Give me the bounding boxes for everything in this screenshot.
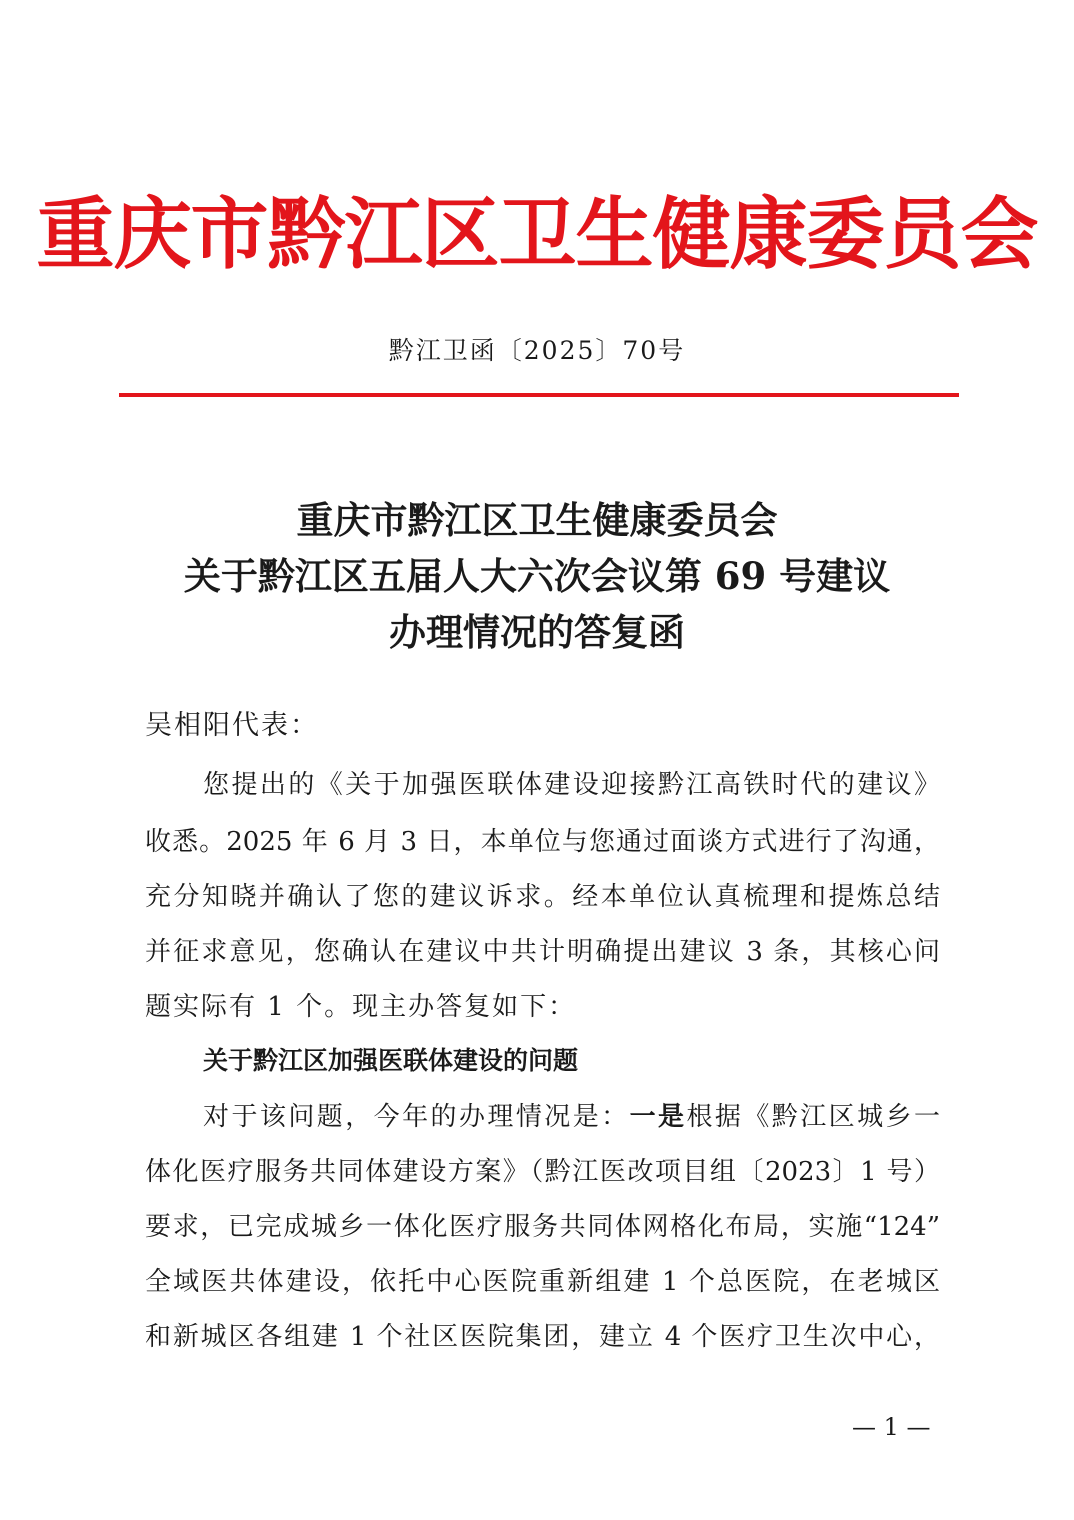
- paragraph-text: 对于该问题，今年的办理情况是：: [203, 1102, 630, 1132]
- page-number: — 1 —: [852, 1413, 931, 1441]
- emphasis-text: 一是: [629, 1102, 687, 1132]
- paragraph-line: 和新城区各组建 1 个社区医院集团，建立 4 个医疗卫生次中心，: [145, 1322, 940, 1352]
- title-line: 关于黔江区五届人大六次会议第 69 号建议: [183, 554, 891, 598]
- paragraph-line: 您提出的《关于加强医联体建设迎接黔江高铁时代的建议》: [203, 770, 940, 800]
- paragraph-line: 收悉。2025 年 6 月 3 日，本单位与您通过面谈方式进行了沟通，: [145, 827, 940, 857]
- paragraph-line: 题实际有 1 个。现主办答复如下：: [145, 992, 577, 1022]
- title-line: 重庆市黔江区卫生健康委员会: [296, 498, 778, 542]
- document-number: 黔江卫函〔2025〕70号: [388, 336, 686, 365]
- paragraph-text: 根据《黔江区城乡一: [686, 1102, 940, 1132]
- paragraph-line: 要求，已完成城乡一体化医疗服务共同体网格化布局，实施“124”: [145, 1212, 940, 1242]
- paragraph-line: [203, 1100, 940, 1134]
- document-title: [0, 492, 1074, 660]
- section-heading: 关于黔江区加强医联体建设的问题: [203, 1046, 579, 1075]
- salutation: 吴相阳代表：: [145, 710, 319, 741]
- red-divider-rule: [119, 393, 959, 397]
- paragraph-line: 全域医共体建设，依托中心医院重新组建 1 个总医院，在老城区: [145, 1267, 940, 1297]
- paragraph-line: 充分知晓并确认了您的建议诉求。经本单位认真梳理和提炼总结: [145, 882, 940, 912]
- title-line: 办理情况的答复函: [389, 610, 685, 654]
- paragraph-line: 并征求意见，您确认在建议中共计明确提出建议 3 条，其核心问: [145, 937, 940, 967]
- paragraph-line: 体化医疗服务共同体建设方案》（黔江医改项目组〔2023〕1 号）: [145, 1157, 940, 1187]
- masthead-title: 重庆市黔江区卫生健康委员会: [36, 189, 1038, 280]
